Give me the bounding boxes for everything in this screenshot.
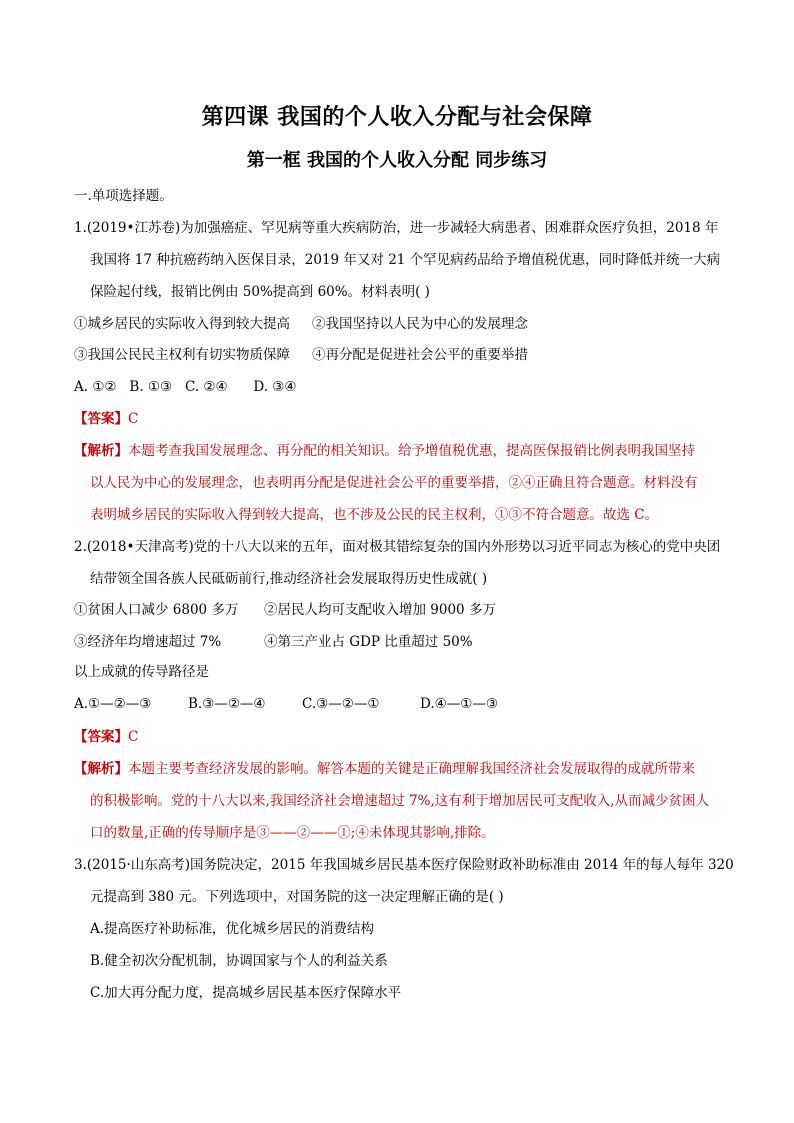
q1-answer-tag: 【答案】 — [74, 411, 128, 427]
q1-analysis-tag: 【解析】 — [74, 443, 128, 459]
q2-option-c: C.③—②—① — [302, 696, 380, 712]
q2-analysis-tag: 【解析】 — [74, 761, 128, 777]
q2-option-d: D.④—①—③ — [420, 696, 498, 712]
q2-analysis-line-1 — [74, 759, 695, 779]
q2-statement-2: ②居民人均可支配收入增加 9000 多万 — [264, 602, 496, 618]
q3-stem-line-1: 3.(2015·山东高考)国务院决定，2015 年我国城乡居民基本医疗保险财政补助标准由 2014 年的每人每年 320 — [74, 857, 734, 873]
q2-statement-3: ③经济年均增速超过 7% — [74, 634, 222, 650]
q1-analysis-line-3: 表明城乡居民的实际收入得到较大提高，也不涉及公民的民主权利，①③不符合题意。故选 C。 — [90, 507, 659, 523]
q2-analysis-line-3: 口的数量,正确的传导顺序是③——②——①;④未体现其影响,排除。 — [90, 825, 495, 841]
q1-statement-1: ①城乡居民的实际收入得到较大提高 — [74, 316, 290, 332]
q1-statement-3: ③我国公民民主权利有切实物质保障 — [74, 347, 290, 363]
q2-statements-row-2 — [74, 632, 473, 652]
q2-option-a: A.①—②—③ — [74, 696, 152, 712]
q1-analysis-text-1: 本题考查我国发展理念、再分配的相关知识。给予增值税优惠，提高医保报销比例表明我国坚持 — [128, 443, 695, 459]
q2-stem-line-3: 以上成就的传导路径是 — [74, 664, 209, 680]
q1-options: A. ①② B. ①③ C. ②④ D. ③④ — [74, 379, 297, 395]
q2-statement-1: ①贫困人口减少 6800 多万 — [74, 602, 239, 618]
q1-analysis-line-2: 以人民为中心的发展理念，也表明再分配是促进社会公平的重要举措，②④正确且符合题意。材料没有 — [90, 475, 698, 491]
q2-option-b: B.③—②—④ — [188, 696, 266, 712]
q1-statements-row-1 — [74, 314, 528, 334]
section-heading: 一.单项选择题。 — [74, 188, 173, 204]
page-title: 第四课 我国的个人收入分配与社会保障 — [201, 104, 593, 130]
q3-stem-line-2: 元提高到 380 元。下列选项中，对国务院的这一决定理解正确的是( ) — [90, 889, 504, 905]
q3-option-c: C.加大再分配力度，提高城乡居民基本医疗保障水平 — [90, 985, 402, 1001]
q1-stem-line-2: 我国将 17 种抗癌药纳入医保目录，2019 年又对 21 个罕见病药品给予增值税优惠，同时降低并统一大病 — [90, 252, 721, 268]
q2-stem-line-1: 2.(2018•天津高考)党的十八大以来的五年，面对极其错综复杂的国内外形势以习近平同志为核心的党中央团 — [74, 539, 721, 555]
q2-options — [74, 694, 498, 714]
page-subtitle: 第一框 我国的个人收入分配 同步练习 — [246, 150, 548, 171]
q1-answer — [74, 409, 138, 429]
q2-analysis-line-2: 的积极影响。党的十八大以来,我国经济社会增速超过 7%,这有利于增加居民可支配收入,从而减少贫困人 — [90, 793, 710, 809]
q2-answer-tag: 【答案】 — [74, 729, 128, 745]
q1-stem-line-3: 保险起付线，报销比例由 50%提高到 60%。材料表明( ) — [90, 284, 430, 300]
q1-statement-2: ②我国坚持以人民为中心的发展理念 — [312, 316, 528, 332]
q1-analysis-line-1 — [74, 441, 695, 461]
q2-statement-4: ④第三产业占 GDP 比重超过 50% — [264, 634, 473, 650]
q1-statement-4: ④再分配是促进社会公平的重要举措 — [312, 347, 528, 363]
q2-answer — [74, 727, 138, 747]
q2-stem-line-2: 结带领全国各族人民砥砺前行,推动经济社会发展取得历史性成就( ) — [90, 571, 488, 587]
q3-option-a: A.提高医疗补助标准，优化城乡居民的消费结构 — [90, 921, 375, 937]
q1-statements-row-2 — [74, 345, 528, 365]
q2-analysis-text-1: 本题主要考查经济发展的影响。解答本题的关键是正确理解我国经济社会发展取得的成就所带来 — [128, 761, 695, 777]
q2-statements-row-1 — [74, 600, 496, 620]
q3-option-b: B.健全初次分配机制，协调国家与个人的利益关系 — [90, 953, 388, 969]
q2-answer-value: C — [128, 729, 139, 745]
q1-stem-line-1: 1.(2019•江苏卷)为加强癌症、罕见病等重大疾病防治，进一步减轻大病患者、困难群众医疗负担，2018 年 — [74, 220, 719, 236]
q1-answer-value: C — [128, 411, 139, 427]
